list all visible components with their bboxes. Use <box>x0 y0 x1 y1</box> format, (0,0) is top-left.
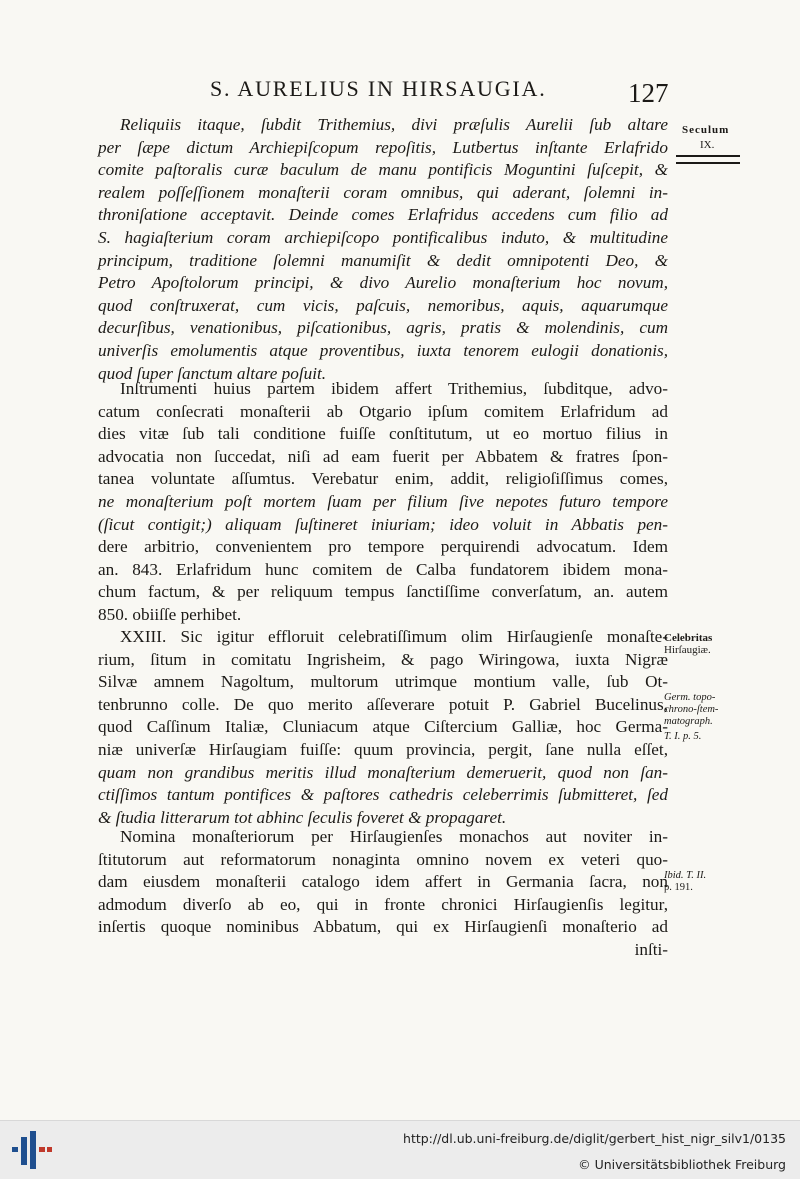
margin-note-line: chrono-ſtem- <box>664 704 719 715</box>
text-line: ne monaſterium poſt mortem ſuam per filium ſive nepotes futuro tempore <box>98 491 668 511</box>
text-line: principum, traditione ſolemni manumiſit & dedit omnipotenti Deo, & <box>98 250 668 270</box>
text-line: dam eiusdem monaſterii catalogo idem affert in Germania ſacra, non <box>98 872 668 892</box>
text-line: quod conſtruxerat, cum vicis, paſcuis, nemoribus, aquis, aquarumque <box>98 295 668 315</box>
text-line: univerſis emolumentis atque proventibus, iuxta tenorem eulogii donationis, <box>98 340 668 360</box>
text-line: Nomina monaſteriorum per Hirſaugienſes monachos aut noviter in- <box>120 827 668 846</box>
text-line: quam non grandibus meritis illud monaſterium demeruerit, quod non ſan- <box>98 762 668 782</box>
paragraph-quotation <box>98 114 668 385</box>
library-logo-icon <box>10 1129 54 1171</box>
text-line: S. hagiaſterium coram archiepiſcopo pontificalibus induto, & multitudine <box>98 227 668 247</box>
paragraph-instrumenti <box>98 378 668 627</box>
margin-note-line: matograph. <box>664 716 713 727</box>
text-line: & ſtudia litterarum tot abhinc ſeculis foveret & propagaret. <box>98 807 507 827</box>
text-line: quod Caſſinum Italiæ, Cluniacum atque Ciſtercium Galliæ, hoc Germa- <box>98 717 668 737</box>
margin-note-germ <box>664 692 718 743</box>
text-line: realem poſſeſſionem monaſterii coram omnibus, qui aderant, ſolemni in- <box>98 182 668 202</box>
margin-note-line: Ibid. T. II. <box>664 870 707 881</box>
permalink-url[interactable]: http://dl.ub.uni-freiburg.de/diglit/gerbert_hist_nigr_silv1/0135 <box>403 1131 786 1146</box>
text-line: Petro Apoſtolorum principi, & divo Aurelio monaſterium hoc novum, <box>98 273 668 293</box>
text-line: tenbrunno colle. De quo merito aſſeverare potuit P. Gabriel Bucelinus, <box>98 694 668 714</box>
text-line: comite paſtoralis curæ baculum de manu pontificis Moguntini ſuſcepit, & <box>98 160 668 180</box>
text-line: rium, ſitum in comitatu Ingrisheim, & pago Wiringowa, iuxta Nigræ <box>98 649 668 669</box>
text-line: 850. obiiſſe perhibet. <box>98 604 242 624</box>
margin-note-line: Germ. topo- <box>664 692 716 703</box>
paragraph-nomina <box>98 826 668 962</box>
margin-note-line: p. 191. <box>664 882 693 893</box>
margin-seculum-number: IX. <box>700 139 715 151</box>
text-line: per ſæpe dictum Archiepiſcopum repoſitis, Lutbertus inſtante Erlafrido <box>98 137 668 157</box>
text-line: dere arbitrio, convenientem pro tempore perquirendi advocatum. Idem <box>98 537 668 557</box>
margin-note-celebritas <box>664 632 712 656</box>
margin-note-line: Hirſaugiæ. <box>664 644 711 656</box>
margin-note-ibid <box>664 870 706 894</box>
running-title: S. AURELIUS IN HIRSAUGIA. <box>210 76 547 101</box>
text-line: inſertis quoque nominibus Abbatum, qui ex Hirſaugienſi monaſterio ad <box>98 917 668 937</box>
text-line: XXIII. Sic igitur effloruit celebratiſſimum olim Hirſaugienſe monaſte- <box>120 627 668 646</box>
text-line: tanea voluntate aſſumtus. Verebatur enim, addit, religioſiſſimus comes, <box>98 469 668 489</box>
text-line: advocatia non ſuccedat, niſi ad eam fuerit per Abbatem & fratres ſpon- <box>98 446 668 466</box>
text-line: admodum diverſo ab eo, qui in fronte chronici Hirſaugienſis legitur, <box>98 894 668 914</box>
page-number: 127 <box>628 78 669 108</box>
text-line: an. 843. Erlafridum hunc comitem de Calba fundatorem ibidem mona- <box>98 559 668 579</box>
margin-note-line: T. I. p. 5. <box>664 731 702 742</box>
margin-seculum: Seculum <box>682 124 730 136</box>
text-line: catum conſecrati monaſterii ab Otgario ipſum comitem Erlafridum ad <box>98 401 668 421</box>
text-line: dies vitæ ſub tali conditione fuiſſe conſtitutum, ut eo mortuo filius in <box>98 424 668 444</box>
copyright-notice: © Universitätsbibliothek Freiburg <box>578 1157 786 1172</box>
margin-note-line: Celebritas <box>664 632 713 644</box>
text-line: niæ univerſæ Hirſaugiam fuiſſe: quum provincia, pergit, ſane nulla eſſet, <box>98 739 668 759</box>
text-line: Silvæ amnem Nagoltum, multorum utrimque montium valle, ſub Ot- <box>98 672 668 692</box>
paragraph-xxiii <box>98 626 668 829</box>
text-line: ctiſſimos tantum pontifices & paſtores cathedris celeberrimis ſubmitteret, ſed <box>98 785 668 805</box>
text-line: decurſibus, venationibus, piſcationibus, agris, pratis & molendinis, cum <box>98 318 668 338</box>
text-line: Inſtrumenti huius partem ibidem affert Trithemius, ſubditque, advo- <box>120 379 668 398</box>
text-line: chum factum, & per reliquum tempus ſanctiſſime converſatum, an. autem <box>98 582 668 602</box>
viewer-footer <box>0 1120 800 1179</box>
text-line: quod ſuper ſanctum altare poſuit. <box>98 363 327 383</box>
text-line: (ſicut contigit;) aliquam ſuſtineret iniuriam; ideo voluit in Abbatis pen- <box>98 514 668 534</box>
text-line: ſtitutorum aut reformatorum nonaginta omnino novem ex veteri quo- <box>98 849 668 869</box>
margin-rule <box>676 155 740 164</box>
text-line: throniſatione acceptavit. Deinde comes Erlafridus accedens cum filio ad <box>98 205 668 225</box>
catchword: inſti- <box>634 939 668 959</box>
text-line: Reliquiis itaque, ſubdit Trithemius, divi præſulis Aurelii ſub altare <box>120 115 668 134</box>
